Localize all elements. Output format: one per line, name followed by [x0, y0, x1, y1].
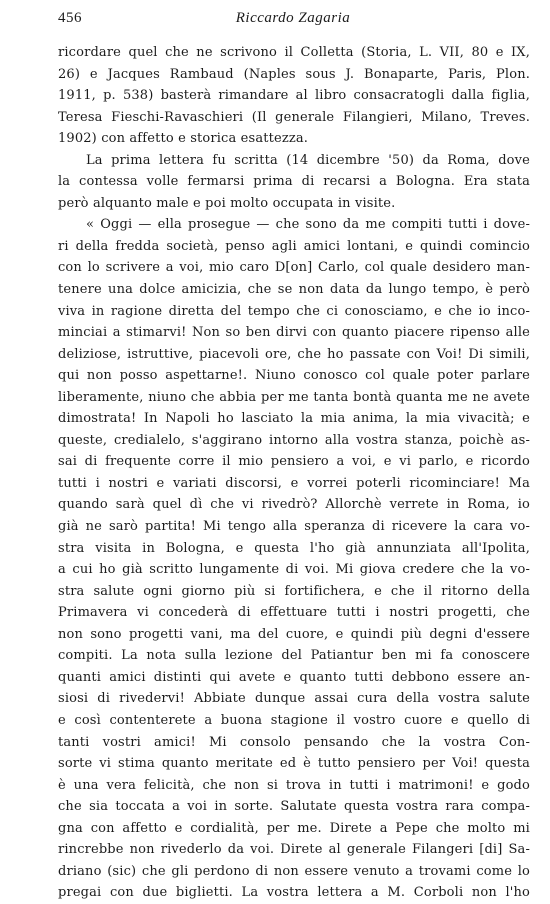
text-line: driano (sic) che gli perdono di non essere venuto a trovami come lo: [58, 863, 530, 879]
text-line: dimostrata! In Napoli ho lasciato la mia anima, la mia vivacità; e: [58, 411, 530, 427]
body-text: [58, 42, 530, 904]
running-title: Riccardo Zagaria: [235, 10, 351, 26]
text-line: « Oggi — ella prosegue — che sono da me compiti tutti i dove-: [86, 217, 530, 233]
text-line: Teresa Fieschi-Ravaschieri (Il generale Filangieri, Milano, Treves.: [58, 109, 530, 125]
text-line: sorte vi stima quanto meritate ed è tutto pensiero per Voi! questa: [58, 756, 530, 772]
text-line: che sia toccata a voi in sorte. Salutate questa vostra rara compa-: [58, 799, 530, 815]
text-line: però alquanto male e poi molto occupata in visite.: [58, 195, 396, 211]
text-line: a cui ho già scritto lungamente di voi. Mi giova credere che la vo-: [58, 562, 530, 578]
text-line: ricordare quel che ne scrivono il Colletta (Storia, L. VII, 80 e IX,: [58, 45, 530, 60]
text-line: deliziose, istruttive, piacevoli ore, che ho passate con Voi! Di simili,: [58, 346, 530, 362]
text-line: ri della fredda società, penso agli amici lontani, e quindi comincio: [58, 238, 530, 254]
text-line: con lo scrivere a voi, mio caro D[on] Carlo, col quale desidero man-: [58, 260, 530, 276]
text-line: qui non posso aspettarne!. Niuno conosco col quale poter parlare: [58, 368, 530, 384]
text-line: stra visita in Bologna, e questa l'ho già annunziata all'Ipolita,: [58, 540, 530, 556]
text-line: queste, credialelo, s'aggirano intorno alla vostra stanza, poichè as-: [58, 432, 530, 448]
text-line: siosi di rivedervi! Abbiate dunque assai cura della vostra salute: [58, 691, 530, 707]
text-line: stra salute ogni giorno più si fortifichera, e che il ritorno della: [58, 583, 530, 599]
page-header: [58, 10, 528, 32]
page-number: 456: [58, 10, 82, 26]
text-line: tenere una dolce amicizia, che se non data da lungo tempo, è però: [58, 282, 530, 298]
text-line: 1911, p. 538) basterà rimandare al libro consacratogli dalla figlia,: [58, 88, 530, 104]
text-line: è una vera felicità, che non si trova in tutti i matrimoni! e godo: [58, 777, 530, 793]
text-line: e così contenterete a buona stagione il vostro cuore e quello di: [58, 712, 530, 728]
text-line: già ne sarò partita! Mi tengo alla speranza di ricevere la cara vo-: [58, 519, 530, 535]
text-line: La prima lettera fu scritta (14 dicembre '50) da Roma, dove: [86, 152, 530, 168]
text-line: 26) e Jacques Rambaud (Naples sous J. Bonaparte, Paris, Plon.: [58, 66, 530, 82]
text-line: la contessa volle fermarsi prima di recarsi a Bologna. Era stata: [58, 174, 530, 190]
text-line: viva in ragione diretta del tempo che ci conosciamo, e che io inco-: [58, 303, 530, 319]
text-line: quanti amici distinti qui avete e quanto tutti debbono essere an-: [58, 669, 530, 685]
text-line: gna con affetto e cordialità, per me. Direte a Pepe che molto mi: [58, 820, 530, 836]
text-line: sai di frequente corre il mio pensiero a voi, e vi parlo, e ricordo: [58, 454, 530, 470]
text-line: tutti i nostri e variati discorsi, e vorrei poterli ricominciare! Ma: [58, 475, 530, 491]
text-line: quando sarà quel dì che vi rivedrò? Allorchè verrete in Roma, io: [58, 497, 530, 513]
text-line: tanti vostri amici! Mi consolo pensando che la vostra Con-: [58, 734, 530, 750]
text-line: rincrebbe non rivederlo da voi. Direte al generale Filangeri [di] Sa-: [58, 842, 530, 858]
text-line: pregai con due biglietti. La vostra lettera a M. Corboli non l'ho: [58, 885, 530, 901]
text-line: Primavera vi concederà di effettuare tutti i nostri progetti, che: [58, 605, 530, 621]
text-line: compiti. La nota sulla lezione del Patiantur ben mi fa conoscere: [58, 648, 530, 664]
text-line: non sono progetti vani, ma del cuore, e quindi più degni d'essere: [58, 626, 530, 642]
text-line: minciai a stimarvi! Non so ben dirvi con quanto piacere ripenso alle: [58, 325, 530, 341]
text-line: 1902) con affetto e storica esattezza.: [58, 131, 308, 147]
text-line: liberamente, niuno che abbia per me tanta bontà quanta me ne avete: [58, 389, 530, 405]
